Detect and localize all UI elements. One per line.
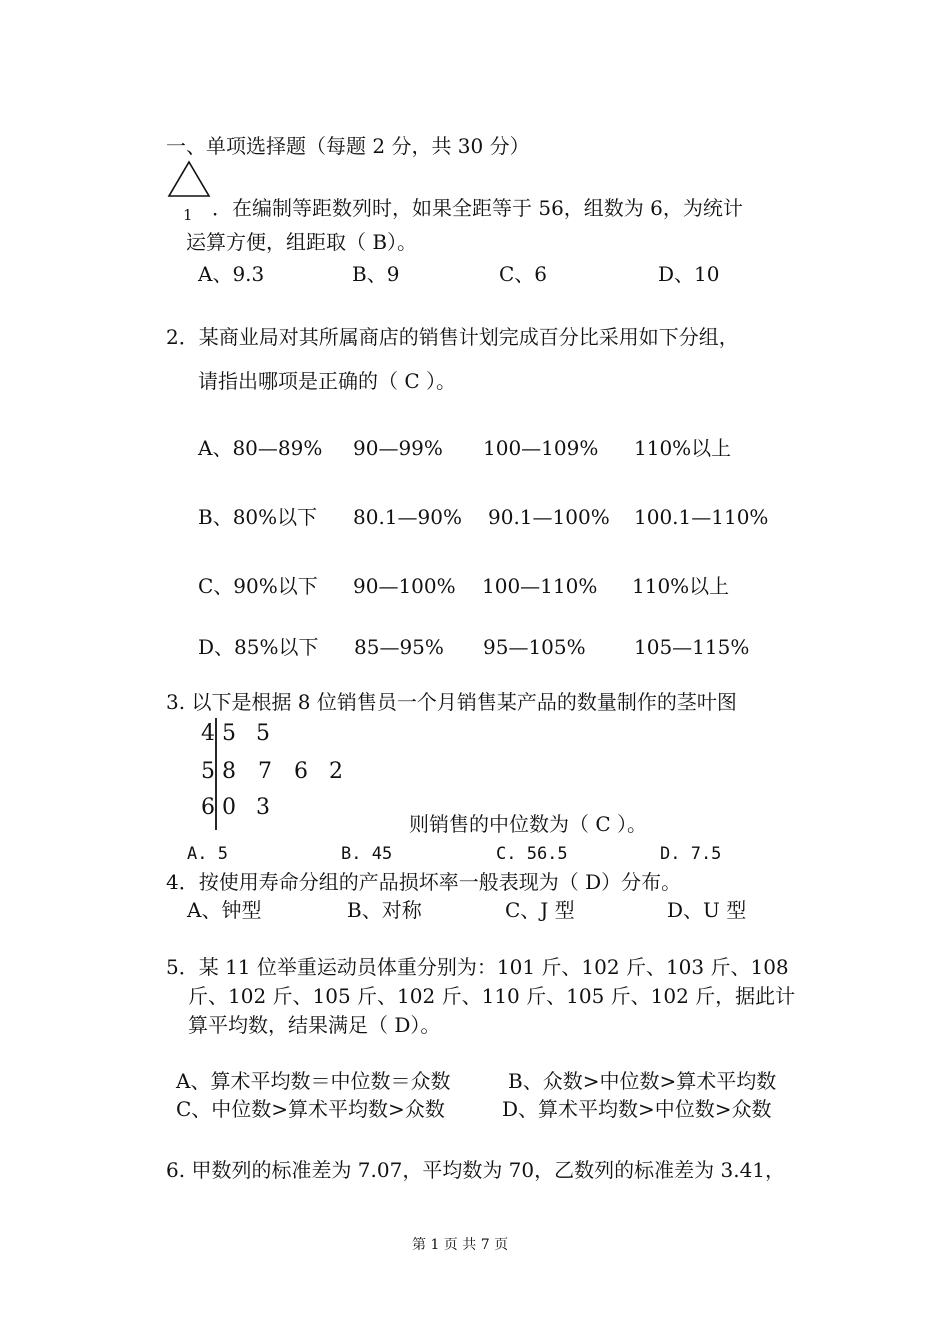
q5-line2: 斤、102 斤、105 斤、102 斤、110 斤、105 斤、102 斤，据此计: [188, 984, 796, 1008]
q2-line2: 请指出哪项是正确的（ C ）。: [198, 369, 457, 393]
q2-row-b-col3: 90.1—100%: [488, 505, 610, 529]
stem-5: 5: [201, 759, 215, 784]
q3-line1: 3. 以下是根据 8 位销售员一个月销售某产品的数量制作的茎叶图: [166, 690, 737, 714]
q2-row-b-col4: 100.1—110%: [634, 505, 769, 529]
q4-option-c: C、J 型: [505, 898, 575, 922]
q4-line1: 4．按使用寿命分组的产品损坏率一般表现为（ D）分布。: [166, 870, 682, 894]
q1-line2: 运算方便，组距取（ B）。: [186, 230, 418, 254]
leaf-6-2: 3: [256, 795, 270, 820]
section-title: 一、单项选择题（每题 2 分，共 30 分）: [166, 134, 530, 158]
q2-row-a-col3: 100—109%: [483, 436, 599, 460]
q2-row-a-col4: 110%以上: [634, 436, 732, 460]
leaf-5-1: 8: [222, 759, 236, 784]
stem-6: 6: [201, 795, 215, 820]
q2-row-d-col4: 105—115%: [634, 635, 750, 659]
q2-line1: 2．某商业局对其所属商店的销售计划完成百分比采用如下分组，: [166, 325, 739, 349]
q4-option-a: A、钟型: [187, 898, 262, 922]
leaf-5-2: 7: [258, 759, 272, 784]
q5-option-c: C、中位数>算术平均数>众数: [176, 1097, 445, 1121]
q1-option-d: D、10: [658, 262, 720, 286]
q1-option-c: C、6: [499, 262, 548, 286]
q2-row-b-col1: B、80%以下: [198, 505, 318, 529]
stem-4: 4: [201, 721, 215, 746]
q5-line1: 5．某 11 位举重运动员体重分别为：101 斤、102 斤、103 斤、108: [166, 955, 789, 979]
q5-line3: 算平均数，结果满足（ D）。: [188, 1013, 441, 1037]
q2-row-a-col2: 90—99%: [353, 436, 443, 460]
q2-row-c-col2: 90—100%: [353, 574, 456, 598]
q2-row-d-col2: 85—95%: [354, 635, 444, 659]
q2-row-a-col1: A、80—89%: [198, 436, 323, 460]
q5-option-a: A、算术平均数＝中位数＝众数: [176, 1069, 451, 1093]
leaf-5-3: 6: [294, 759, 308, 784]
q6-line1: 6. 甲数列的标准差为 7.07，平均数为 70，乙数列的标准差为 3.41，: [166, 1158, 786, 1182]
q4-option-d: D、U 型: [667, 898, 747, 922]
q2-row-b-col2: 80.1—90%: [353, 505, 462, 529]
q1-option-b: B、9: [352, 262, 400, 286]
q2-row-d-col1: D、85%以下: [198, 635, 319, 659]
leaf-5-4: 2: [329, 759, 343, 784]
q3-option-c: C. 56.5: [496, 844, 568, 864]
q2-row-c-col1: C、90%以下: [198, 574, 318, 598]
q1-option-a: A、9.3: [198, 262, 265, 286]
q3-option-b: B. 45: [341, 844, 393, 864]
q2-row-d-col3: 95—105%: [483, 635, 586, 659]
q4-option-b: B、对称: [347, 898, 422, 922]
leaf-4-2: 5: [256, 721, 270, 746]
q1-number: 1: [183, 206, 193, 224]
leaf-6-1: 0: [222, 795, 236, 820]
q3-question: 则销售的中位数为（ C ）。: [409, 812, 648, 836]
q3-option-a: A. 5: [187, 844, 228, 864]
page-footer: 第 1 页 共 7 页: [412, 1237, 509, 1253]
triangle-icon: [168, 160, 212, 198]
q1-line1: ．在编制等距数列时，如果全距等于 56，组数为 6，为统计: [212, 196, 743, 220]
q2-row-c-col3: 100—110%: [482, 574, 598, 598]
stem-divider-line: [214, 718, 218, 830]
q5-option-b: B、众数>中位数>算术平均数: [508, 1069, 777, 1093]
q5-option-d: D、算术平均数>中位数>众数: [502, 1097, 772, 1121]
leaf-4-1: 5: [222, 721, 236, 746]
q3-option-d: D. 7.5: [660, 844, 722, 864]
q2-row-c-col4: 110%以上: [632, 574, 730, 598]
